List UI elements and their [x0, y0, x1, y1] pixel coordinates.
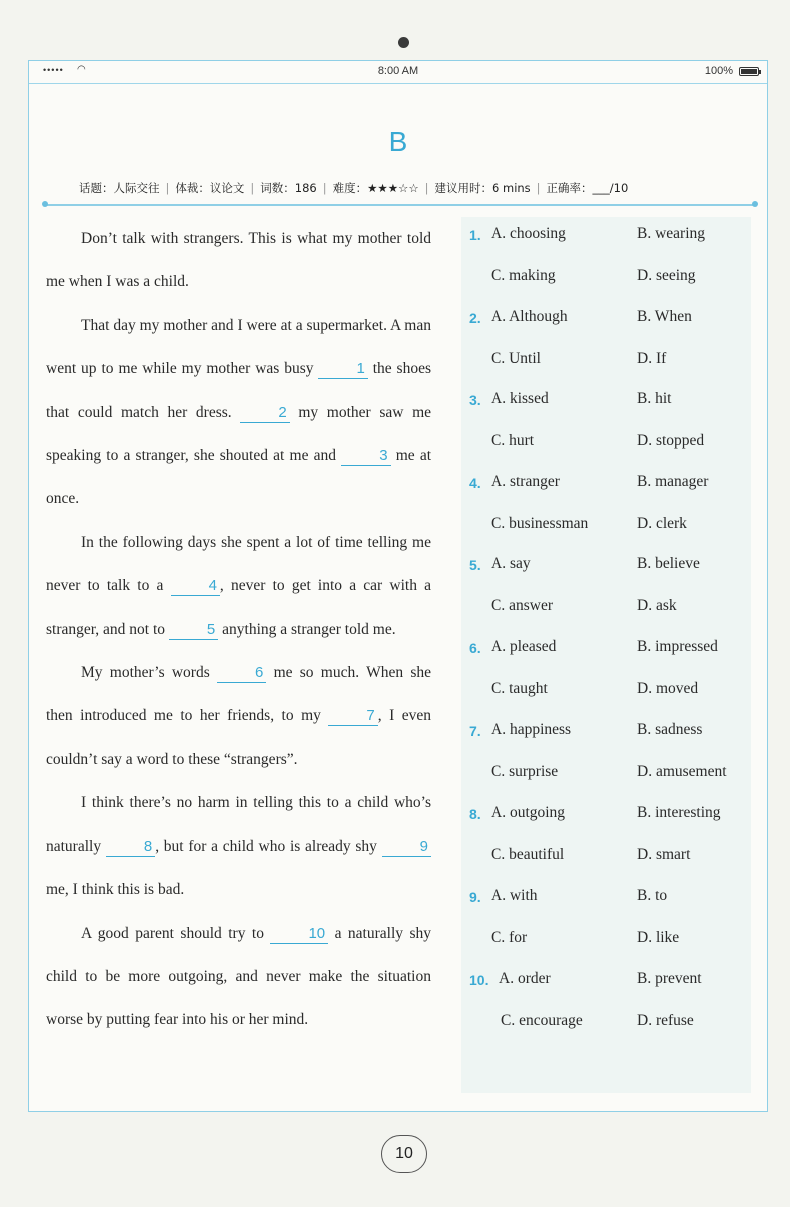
question-number: 4. [469, 475, 481, 491]
option-a[interactable]: A. say [491, 555, 531, 572]
option-a[interactable]: A. kissed [491, 390, 549, 407]
option-d[interactable]: D. like [637, 929, 680, 946]
option-d[interactable]: D. stopped [637, 432, 705, 449]
option-d[interactable]: D. If [637, 350, 667, 367]
option-a[interactable]: A. happiness [491, 721, 572, 738]
option-b[interactable]: B. to [637, 887, 668, 904]
option-c[interactable]: C. Until [491, 350, 541, 367]
option-b[interactable]: B. When [637, 308, 692, 325]
blank-7[interactable]: 7 [328, 707, 377, 726]
question-4 [461, 465, 751, 547]
option-b[interactable]: B. wearing [637, 225, 706, 242]
meta-genre: 体裁：议论文 [175, 181, 245, 195]
option-b[interactable]: B. sadness [637, 721, 703, 738]
status-time: 8:00 AM [377, 65, 419, 77]
option-c[interactable]: C. surprise [491, 763, 559, 780]
question-10 [461, 962, 751, 1044]
paragraph: In the following days she spent a lot of time telling me never to talk to a 4 , never to get into a car with a stranger, and not to 5 anything a stranger told me. [46, 533, 432, 638]
meta-word-count: 词数：186 [260, 181, 317, 195]
question-7 [461, 713, 751, 795]
wifi-icon: ◠ [77, 64, 86, 75]
option-b[interactable]: B. believe [637, 555, 700, 572]
option-c[interactable]: C. making [491, 267, 556, 284]
exercise-meta: 话题：人际交往 | 体裁：议论文 | 词数：186 | 难度：★★★☆☆ | 建议用时：6 mins | 正确率：___/10 [79, 181, 629, 195]
blank-4[interactable]: 4 [171, 577, 220, 596]
option-d[interactable]: D. ask [637, 597, 677, 614]
question-number: 8. [469, 806, 481, 822]
blank-6[interactable]: 6 [217, 664, 266, 683]
blank-10[interactable]: 10 [270, 925, 328, 944]
option-b[interactable]: B. impressed [637, 638, 718, 655]
paragraph: That day my mother and I were at a supermarket. A man went up to me while my mother was busy 1 the shoes that could match her dress. 2 my mother saw me speaking to a stranger, she shouted at me and 3 me at once. [46, 316, 432, 508]
meta-suggested-time: 建议用时：6 mins [434, 181, 531, 195]
question-1 [461, 217, 751, 299]
option-d[interactable]: D. smart [637, 846, 691, 863]
meta-difficulty: 难度：★★★☆☆ [332, 181, 419, 195]
passage [46, 217, 431, 1042]
option-d[interactable]: D. seeing [637, 267, 696, 284]
question-number: 6. [469, 640, 481, 656]
option-c[interactable]: C. hurt [491, 432, 535, 449]
option-d[interactable]: D. amusement [637, 763, 727, 780]
paragraph: I think there’s no harm in telling this to a child who’s naturally 8 , but for a child who is already shy 9 me, I think this is bad. [46, 794, 431, 899]
question-8 [461, 796, 751, 878]
option-d[interactable]: D. clerk [637, 515, 687, 532]
question-number: 2. [469, 310, 481, 326]
meta-topic: 话题：人际交往 [79, 181, 160, 195]
paragraph: My mother’s words 6 me so much. When she then introduced me to her friends, to my 7 , I even couldn’t say a word to these “strangers”. [46, 664, 431, 768]
option-c[interactable]: C. beautiful [491, 846, 565, 863]
question-5 [461, 547, 751, 629]
paragraph: A good parent should try to 10 a naturally shy child to be more outgoing, and never make the situation worse by putting fear into his or her mind. [46, 924, 432, 1029]
option-a[interactable]: A. Although [491, 308, 568, 325]
options-panel [461, 217, 751, 1093]
blank-5[interactable]: 5 [169, 621, 218, 640]
option-d[interactable]: D. refuse [637, 1012, 694, 1029]
question-number: 5. [469, 557, 481, 573]
question-number: 9. [469, 889, 481, 905]
blank-3[interactable]: 3 [341, 447, 390, 466]
option-a[interactable]: A. with [491, 887, 538, 904]
blank-2[interactable]: 2 [240, 404, 289, 423]
blank-1[interactable]: 1 [318, 360, 367, 379]
battery-percent: 100% [704, 65, 733, 77]
option-b[interactable]: B. interesting [637, 804, 721, 821]
question-number: 3. [469, 392, 481, 408]
meta-accuracy: 正确率：___/10 [546, 181, 629, 195]
option-a[interactable]: A. stranger [491, 473, 560, 490]
signal-icon: ••••• [43, 65, 64, 75]
question-9 [461, 879, 751, 961]
question-3 [461, 382, 751, 464]
question-number: 7. [469, 723, 481, 739]
divider [45, 204, 755, 206]
paragraph: Don’t talk with strangers. This is what my mother told me when I was a child. [46, 230, 431, 291]
option-d[interactable]: D. moved [637, 680, 699, 697]
option-c[interactable]: C. answer [491, 597, 553, 614]
option-a[interactable]: A. pleased [491, 638, 557, 655]
battery-icon [739, 67, 759, 76]
question-2 [461, 300, 751, 382]
camera-dot [398, 37, 409, 48]
option-b[interactable]: B. prevent [637, 970, 702, 987]
question-number: 1. [469, 227, 481, 243]
page-frame [28, 60, 768, 1112]
option-a[interactable]: A. choosing [491, 225, 566, 242]
option-c[interactable]: C. for [491, 929, 528, 946]
option-c[interactable]: C. taught [491, 680, 548, 697]
status-bar [29, 61, 767, 84]
option-b[interactable]: B. hit [637, 390, 672, 407]
option-a[interactable]: A. order [499, 970, 551, 987]
option-b[interactable]: B. manager [637, 473, 709, 490]
question-number: 10. [469, 972, 489, 988]
question-6 [461, 630, 751, 712]
page-number: 10 [381, 1135, 427, 1173]
option-a[interactable]: A. outgoing [491, 804, 566, 821]
option-c[interactable]: C. businessman [491, 515, 589, 532]
option-c[interactable]: C. encourage [501, 1012, 583, 1029]
section-letter: B [388, 126, 408, 157]
blank-9[interactable]: 9 [382, 838, 431, 857]
blank-8[interactable]: 8 [106, 838, 155, 857]
